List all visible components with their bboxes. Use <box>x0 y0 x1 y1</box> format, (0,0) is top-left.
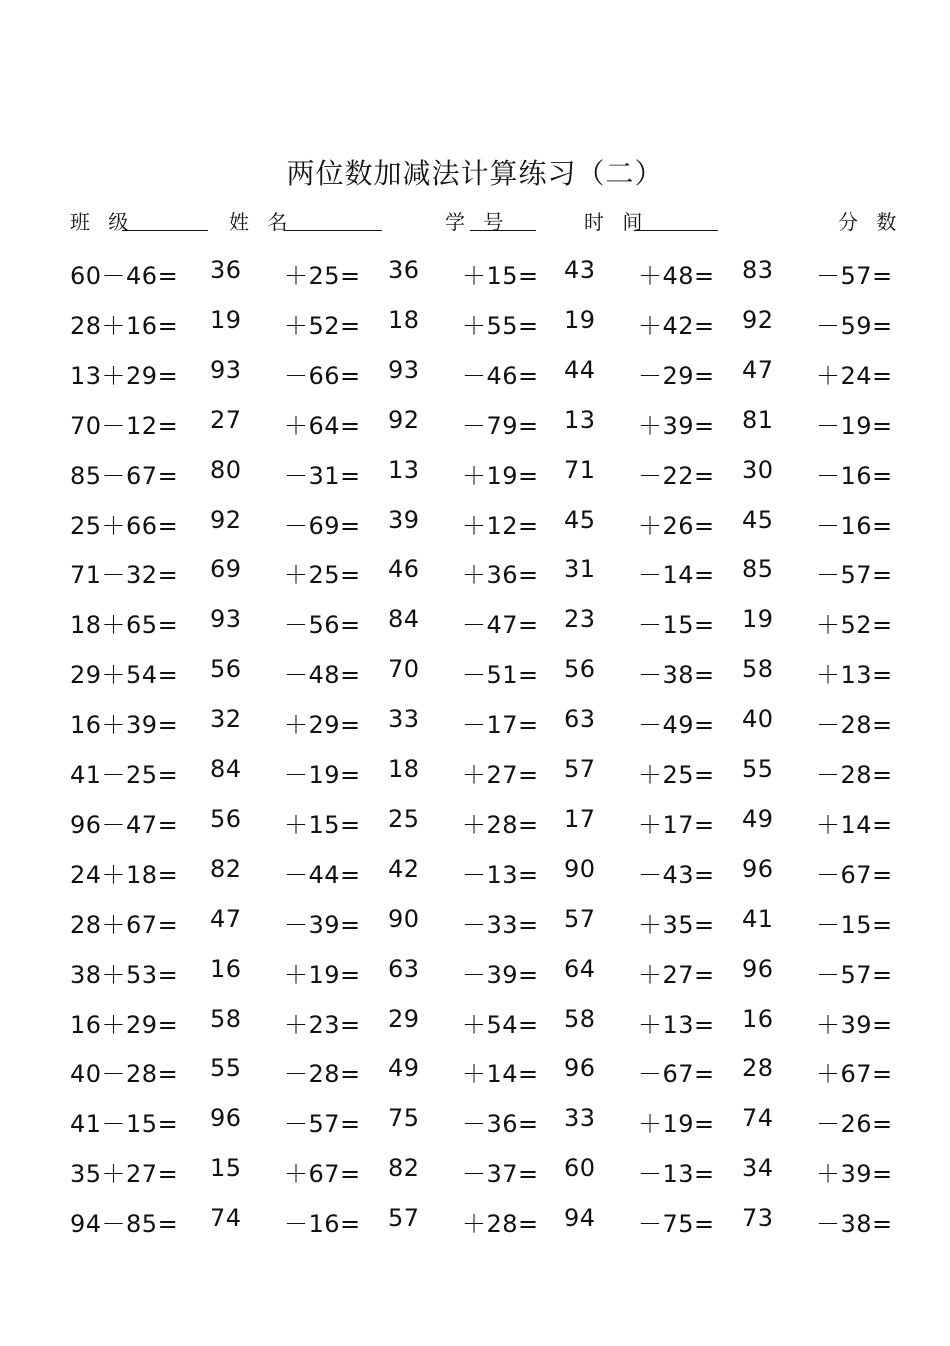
problem-operation: －67= <box>816 860 893 889</box>
problem-number: 96 <box>564 1054 596 1083</box>
problem-number: 90 <box>564 854 596 883</box>
problem-number: 15 <box>210 1154 242 1183</box>
problem-operation: －15= <box>638 611 715 640</box>
problem-operation: －47= <box>462 611 539 640</box>
problem-number: 56 <box>210 655 242 684</box>
problem-operation: －22= <box>638 461 715 490</box>
problem-row <box>0 356 950 396</box>
problem-operation: －57= <box>816 561 893 590</box>
problem-number: 93 <box>210 355 242 384</box>
problem-number: 82 <box>388 1154 420 1183</box>
problem-number: 81 <box>742 405 774 434</box>
problem-row <box>0 555 950 595</box>
problem-number: 33 <box>388 705 420 734</box>
problem-number: 74 <box>742 1104 774 1133</box>
problem-operation: ＋28= <box>462 1210 539 1239</box>
student-id-label: 学 号 <box>445 210 510 234</box>
problem-operation: ＋14= <box>816 810 893 839</box>
problem-operation: －39= <box>462 960 539 989</box>
problem-operation: ＋13= <box>638 1010 715 1039</box>
problem-operation: －57= <box>284 1110 361 1139</box>
problem-operation: ＋67= <box>284 1160 361 1189</box>
problem-row <box>0 705 950 745</box>
problem-operation: ＋15= <box>284 810 361 839</box>
class-blank[interactable] <box>122 230 208 231</box>
problem-number: 93 <box>210 605 242 634</box>
problem-number: 49 <box>388 1054 420 1083</box>
problem-operation: －67= <box>638 1060 715 1089</box>
score-label: 分 数 <box>838 210 903 234</box>
problem-number: 32 <box>210 705 242 734</box>
problem-number: 19 <box>564 305 596 334</box>
problem-number: 19 <box>742 605 774 634</box>
problem-number: 73 <box>742 1204 774 1233</box>
problem-number: 94 <box>564 1204 596 1233</box>
problem-number: 85 <box>742 555 774 584</box>
problem-row <box>0 905 950 945</box>
problem-expression: 96－47= <box>70 810 179 839</box>
problem-number: 13 <box>564 405 596 434</box>
problem-operation: －56= <box>284 611 361 640</box>
problem-operation: ＋19= <box>462 461 539 490</box>
problem-number: 58 <box>210 1004 242 1033</box>
problem-operation: ＋14= <box>462 1060 539 1089</box>
problem-number: 96 <box>742 854 774 883</box>
problem-number: 90 <box>388 904 420 933</box>
problem-expression: 40－28= <box>70 1060 179 1089</box>
problem-operation: ＋27= <box>462 761 539 789</box>
problem-expression: 41－25= <box>70 761 179 789</box>
problem-operation: －49= <box>638 711 715 740</box>
class-label: 班 级 <box>70 210 135 234</box>
problem-operation: ＋35= <box>638 910 715 939</box>
problem-operation: ＋17= <box>638 810 715 839</box>
problem-operation: －38= <box>816 1210 893 1239</box>
problem-operation: －26= <box>816 1110 893 1139</box>
problem-operation: －13= <box>638 1160 715 1189</box>
problem-number: 40 <box>742 705 774 734</box>
problem-number: 49 <box>742 804 774 833</box>
problem-number: 83 <box>742 256 774 284</box>
problem-number: 75 <box>388 1104 420 1133</box>
problem-operation: －16= <box>816 511 893 540</box>
problem-number: 39 <box>388 505 420 534</box>
problem-operation: －57= <box>816 960 893 989</box>
problem-operation: －17= <box>462 711 539 740</box>
problem-operation: －13= <box>462 860 539 889</box>
problem-operation: ＋23= <box>284 1010 361 1039</box>
problem-number: 70 <box>388 655 420 684</box>
problem-number: 57 <box>564 904 596 933</box>
problem-number: 58 <box>564 1004 596 1033</box>
problem-operation: ＋52= <box>284 311 361 340</box>
problem-row <box>0 655 950 695</box>
problem-operation: －28= <box>816 711 893 740</box>
problem-operation: ＋39= <box>638 411 715 440</box>
problem-operation: －39= <box>284 910 361 939</box>
problem-operation: ＋42= <box>638 311 715 340</box>
problem-number: 84 <box>388 605 420 634</box>
problem-operation: －15= <box>816 910 893 939</box>
problem-operation: －66= <box>284 361 361 390</box>
problem-number: 30 <box>742 455 774 484</box>
time-label: 时 间 <box>584 210 649 234</box>
problem-number: 45 <box>564 505 596 534</box>
problem-operation: －43= <box>638 860 715 889</box>
problem-number: 82 <box>210 854 242 883</box>
problem-operation: ＋55= <box>462 311 539 340</box>
problem-expression: 16＋39= <box>70 711 179 740</box>
problem-expression: 94－85= <box>70 1210 179 1239</box>
problem-operation: －37= <box>462 1160 539 1189</box>
problem-number: 96 <box>210 1104 242 1133</box>
problem-number: 57 <box>564 755 596 783</box>
problem-number: 58 <box>742 655 774 684</box>
problem-number: 17 <box>564 804 596 833</box>
problem-operation: ＋25= <box>284 561 361 590</box>
problem-row <box>0 1005 950 1045</box>
problem-number: 28 <box>742 1054 774 1083</box>
problem-operation: ＋48= <box>638 262 715 290</box>
problem-number: 36 <box>210 256 242 284</box>
problem-operation: ＋39= <box>816 1160 893 1189</box>
problem-operation: －16= <box>816 461 893 490</box>
problem-row <box>0 256 950 296</box>
problem-number: 84 <box>210 755 242 783</box>
problem-operation: －46= <box>462 361 539 390</box>
problem-operation: ＋19= <box>284 960 361 989</box>
problem-operation: －36= <box>462 1110 539 1139</box>
problem-operation: －48= <box>284 661 361 690</box>
problem-number: 36 <box>388 256 420 284</box>
problem-operation: ＋27= <box>638 960 715 989</box>
problem-expression: 28＋67= <box>70 910 179 939</box>
problem-number: 74 <box>210 1204 242 1233</box>
problem-row <box>0 506 950 546</box>
problem-number: 29 <box>388 1004 420 1033</box>
problem-operation: －44= <box>284 860 361 889</box>
problem-number: 96 <box>742 954 774 983</box>
problem-number: 47 <box>210 904 242 933</box>
problem-operation: －59= <box>816 311 893 340</box>
problem-expression: 18＋65= <box>70 611 179 640</box>
name-label: 姓 名 <box>229 210 294 234</box>
student-id-blank[interactable] <box>470 230 536 231</box>
problem-operation: －16= <box>284 1210 361 1239</box>
problem-operation: －75= <box>638 1210 715 1239</box>
problem-expression: 13＋29= <box>70 361 179 390</box>
problem-row <box>0 805 950 845</box>
problem-operation: －28= <box>284 1060 361 1089</box>
problem-number: 16 <box>210 954 242 983</box>
problem-row <box>0 1204 950 1244</box>
problem-number: 34 <box>742 1154 774 1183</box>
problem-row <box>0 1104 950 1144</box>
problem-number: 44 <box>564 355 596 384</box>
problem-number: 69 <box>210 555 242 584</box>
problem-operation: －57= <box>816 262 893 290</box>
problem-expression: 16＋29= <box>70 1010 179 1039</box>
problem-row <box>0 855 950 895</box>
problem-number: 45 <box>742 505 774 534</box>
problem-row <box>0 1054 950 1094</box>
problem-number: 19 <box>210 305 242 334</box>
problem-operation: ＋52= <box>816 611 893 640</box>
problem-operation: ＋64= <box>284 411 361 440</box>
problem-expression: 25＋66= <box>70 511 179 540</box>
problem-number: 25 <box>388 804 420 833</box>
problem-operation: ＋13= <box>816 661 893 690</box>
problem-operation: －69= <box>284 511 361 540</box>
problem-expression: 85－67= <box>70 461 179 490</box>
problem-operation: －33= <box>462 910 539 939</box>
problem-operation: －14= <box>638 561 715 590</box>
problem-operation: ＋19= <box>638 1110 715 1139</box>
problem-number: 64 <box>564 954 596 983</box>
problem-number: 41 <box>742 904 774 933</box>
problem-expression: 60－46= <box>70 262 179 290</box>
problem-number: 55 <box>742 755 774 783</box>
problem-number: 33 <box>564 1104 596 1133</box>
name-blank[interactable] <box>284 230 382 231</box>
problem-row <box>0 306 950 346</box>
problem-operation: ＋24= <box>816 361 893 390</box>
problem-number: 60 <box>564 1154 596 1183</box>
problem-number: 57 <box>388 1204 420 1233</box>
page-title: 两位数加减法计算练习（二） <box>286 157 664 190</box>
problem-expression: 38＋53= <box>70 960 179 989</box>
problem-operation: ＋25= <box>284 262 361 290</box>
problem-expression: 71－32= <box>70 561 179 590</box>
problem-number: 27 <box>210 405 242 434</box>
problem-number: 13 <box>388 455 420 484</box>
time-blank[interactable] <box>634 230 718 231</box>
problem-operation: －51= <box>462 661 539 690</box>
problem-operation: －19= <box>284 761 361 789</box>
problem-number: 18 <box>388 755 420 783</box>
problem-row <box>0 605 950 645</box>
problem-expression: 70－12= <box>70 411 179 440</box>
problem-expression: 28＋16= <box>70 311 179 340</box>
problem-operation: ＋39= <box>816 1010 893 1039</box>
problem-operation: －31= <box>284 461 361 490</box>
problem-operation: －38= <box>638 661 715 690</box>
problem-number: 31 <box>564 555 596 584</box>
problem-operation: ＋15= <box>462 262 539 290</box>
problem-number: 47 <box>742 355 774 384</box>
problem-expression: 41－15= <box>70 1110 179 1139</box>
problem-number: 71 <box>564 455 596 484</box>
problem-number: 46 <box>388 555 420 584</box>
problem-expression: 29＋54= <box>70 661 179 690</box>
problem-number: 23 <box>564 605 596 634</box>
problem-row <box>0 1154 950 1194</box>
problem-number: 93 <box>388 355 420 384</box>
problem-number: 43 <box>564 256 596 284</box>
problem-row <box>0 406 950 446</box>
problem-operation: ＋67= <box>816 1060 893 1089</box>
problem-number: 92 <box>388 405 420 434</box>
problem-number: 55 <box>210 1054 242 1083</box>
problem-expression: 35＋27= <box>70 1160 179 1189</box>
problem-number: 80 <box>210 455 242 484</box>
problem-operation: ＋28= <box>462 810 539 839</box>
problem-number: 18 <box>388 305 420 334</box>
problem-row <box>0 955 950 995</box>
problem-row <box>0 456 950 496</box>
problem-operation: －29= <box>638 361 715 390</box>
problem-number: 16 <box>742 1004 774 1033</box>
problem-operation: ＋12= <box>462 511 539 540</box>
problem-operation: ＋25= <box>638 761 715 789</box>
problem-operation: ＋54= <box>462 1010 539 1039</box>
problem-operation: －28= <box>816 761 893 789</box>
problem-operation: －79= <box>462 411 539 440</box>
problem-operation: ＋26= <box>638 511 715 540</box>
problem-number: 56 <box>210 804 242 833</box>
problem-number: 63 <box>388 954 420 983</box>
problem-number: 56 <box>564 655 596 684</box>
problem-number: 92 <box>210 505 242 534</box>
problem-row <box>0 755 950 795</box>
problem-number: 92 <box>742 305 774 334</box>
problem-expression: 24＋18= <box>70 860 179 889</box>
problem-operation: －19= <box>816 411 893 440</box>
problem-operation: ＋36= <box>462 561 539 590</box>
problem-number: 42 <box>388 854 420 883</box>
problem-operation: ＋29= <box>284 711 361 740</box>
problem-number: 63 <box>564 705 596 734</box>
